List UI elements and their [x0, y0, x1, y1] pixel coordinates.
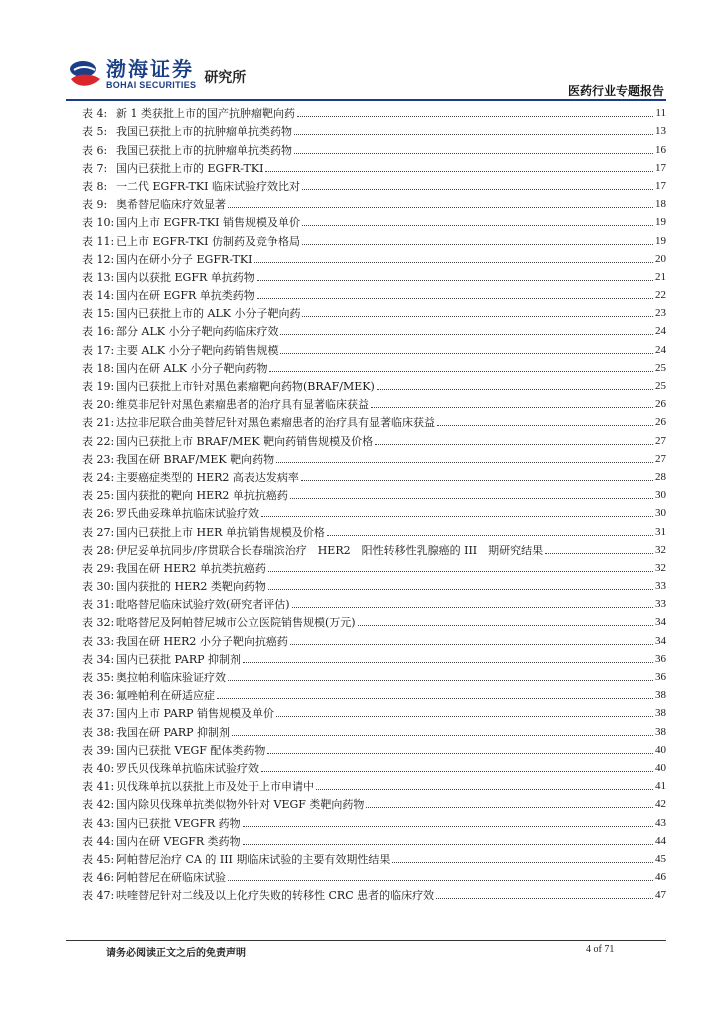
toc-entry-label	[82, 526, 325, 539]
toc-dot-leader	[267, 753, 653, 754]
toc-entry-title: 奥拉帕利临床验证疗效	[116, 671, 226, 684]
toc-entry-label	[82, 653, 241, 666]
toc-entry-title: 一二代 EGFR-TKI 临床试验疗效比对	[116, 179, 300, 193]
toc-entry-title: 国内已获批上市针对黑色素瘤靶向药物(BRAF/MEK)	[116, 380, 375, 393]
toc-entry-number: 表 19:	[82, 380, 115, 393]
toc-dot-leader	[316, 789, 653, 790]
toc-entry[interactable]	[82, 102, 666, 120]
toc-dot-leader	[243, 826, 653, 827]
toc-entry-page: 19	[655, 216, 666, 229]
toc-entry-label	[82, 271, 255, 284]
toc-entry-title: 伊尼妥单抗同步/序贯联合长春瑞滨治疗 HER2 阳性转移性乳腺癌的 III 期研究结果	[116, 543, 544, 557]
toc-entry-label	[82, 689, 215, 702]
toc-entry-label	[82, 235, 300, 248]
toc-dot-leader	[228, 207, 653, 208]
toc-entry-number: 表 47:	[82, 889, 115, 903]
toc-entry[interactable]	[82, 666, 666, 684]
toc-entry[interactable]	[82, 375, 666, 393]
footer-divider	[66, 940, 666, 941]
toc-entry-label	[82, 507, 259, 520]
toc-entry-number: 表 31:	[82, 598, 115, 612]
toc-entry[interactable]	[82, 866, 666, 884]
toc-entry[interactable]	[82, 830, 666, 848]
toc-entry-label	[82, 671, 226, 684]
toc-entry[interactable]	[82, 266, 666, 284]
toc-dot-leader	[545, 553, 653, 554]
toc-dot-leader	[292, 607, 653, 608]
toc-entry-number: 表 16:	[82, 325, 115, 339]
toc-entry-label	[82, 762, 259, 775]
toc-dot-leader	[290, 644, 653, 645]
toc-entry[interactable]	[82, 848, 666, 866]
toc-entry-page: 27	[655, 452, 666, 465]
toc-dot-leader	[217, 698, 653, 699]
toc-entry-number: 表 26:	[82, 507, 115, 521]
toc-entry[interactable]	[82, 466, 666, 484]
toc-entry-page: 34	[655, 634, 666, 647]
toc-entry-title: 国内已获批上市的 ALK 小分子靶向药	[116, 307, 301, 321]
toc-entry-page: 33	[655, 598, 666, 611]
toc-entry-number: 表 34:	[82, 652, 115, 666]
toc-dot-leader	[265, 171, 653, 172]
toc-entry-title: 国内在研 ALK 小分子靶向药物	[116, 361, 268, 375]
toc-entry-page: 38	[655, 725, 666, 738]
toc-entry-page: 16	[655, 143, 666, 156]
toc-entry-label	[82, 780, 314, 793]
toc-dot-leader	[228, 680, 653, 681]
toc-entry-label	[82, 198, 226, 211]
toc-entry-number: 表 11:	[82, 234, 115, 248]
toc-entry-label	[82, 835, 241, 848]
toc-entry-page: 20	[655, 252, 666, 265]
institute-label: 研究所	[204, 70, 247, 86]
toc-entry-title: 国内在研 VEGFR 类药物	[116, 834, 241, 848]
toc-entry-label	[82, 307, 300, 320]
toc-entry-label	[82, 580, 266, 593]
toc-entry-page: 26	[655, 398, 666, 411]
toc-entry-label	[82, 489, 288, 502]
toc-entry-label	[82, 362, 267, 375]
toc-entry-number: 表 44:	[82, 834, 115, 848]
toc-dot-leader	[228, 880, 653, 881]
toc-entry-number: 表 28:	[82, 543, 115, 557]
toc-entry-page: 47	[655, 889, 666, 902]
toc-dot-leader	[302, 225, 653, 226]
toc-entry-number: 表 38:	[82, 725, 115, 739]
toc-entry-page: 28	[655, 470, 666, 483]
toc-entry-page: 30	[655, 507, 666, 520]
report-type-title: 医药行业专题报告	[567, 84, 664, 98]
toc-entry-number: 表 10:	[82, 216, 115, 230]
toc-entry-title: 国内已获批上市的 EGFR-TKI	[116, 161, 264, 175]
toc-entry[interactable]	[82, 793, 666, 811]
toc-entry-title: 氟唑帕利在研适应症	[116, 689, 215, 703]
toc-entry-number: 表 39:	[82, 743, 115, 757]
toc-entry-number: 表 9:	[82, 198, 108, 212]
toc-entry-number: 表 43:	[82, 816, 115, 830]
toc-entry-number: 表 14:	[82, 289, 115, 303]
toc-entry-label	[82, 726, 230, 739]
toc-dot-leader	[377, 389, 653, 390]
toc-entry-page: 25	[655, 380, 666, 392]
toc-entry-title: 我国在研 BRAF/MEK 靶向药物	[116, 452, 275, 466]
toc-entry-title: 新 1 类获批上市的国产抗肿瘤靶向药	[116, 107, 295, 121]
toc-entry-page: 26	[655, 416, 666, 429]
toc-entry-label	[82, 598, 290, 611]
toc-entry[interactable]	[82, 702, 666, 720]
toc-entry-title: 国内在研 EGFR 单抗类药物	[116, 289, 255, 303]
toc-entry[interactable]	[82, 557, 666, 575]
toc-entry[interactable]	[82, 448, 666, 466]
toc-dot-leader	[269, 371, 653, 372]
toc-entry-label	[82, 107, 295, 120]
toc-entry-label	[82, 562, 266, 575]
toc-entry-page: 18	[655, 198, 666, 211]
toc-entry-title: 国内已获批 PARP 抑制剂	[116, 652, 242, 666]
toc-entry-label	[82, 144, 292, 157]
toc-entry-title: 部分 ALK 小分子靶向药临床疗效	[116, 325, 279, 339]
toc-dot-leader	[294, 153, 653, 154]
toc-entry-label	[82, 871, 226, 884]
toc-entry-number: 表 18:	[82, 361, 115, 375]
toc-entry-number: 表 8:	[82, 179, 108, 193]
toc-entry[interactable]	[82, 211, 666, 229]
toc-entry-title: 阿帕替尼治疗 CA 的 III 期临床试验的主要有效期性结果	[116, 852, 391, 866]
toc-entry-page: 31	[655, 525, 666, 538]
toc-entry[interactable]	[82, 520, 666, 538]
toc-entry[interactable]	[82, 120, 666, 138]
toc-entry-page: 45	[655, 852, 666, 865]
toc-entry-title: 我国已获批上市的抗肿瘤单抗类药物	[116, 143, 292, 157]
toc-entry-page: 24	[655, 325, 666, 338]
toc-entry-number: 表 24:	[82, 470, 115, 484]
toc-entry-page: 25	[655, 361, 666, 374]
toc-entry-page: 44	[655, 834, 666, 847]
toc-entry-title: 我国在研 HER2 小分子靶向抗癌药	[116, 634, 288, 648]
toc-dot-leader	[302, 189, 653, 190]
toc-dot-leader	[268, 589, 653, 590]
toc-entry-title: 我国已获批上市的抗肿瘤单抗类药物	[116, 125, 292, 139]
toc-entry-page: 32	[655, 561, 666, 574]
toc-entry-title: 国内获批的 HER2 类靶向药物	[116, 580, 266, 594]
toc-entry[interactable]	[82, 811, 666, 829]
toc-entry-title: 国内已获批上市 HER 单抗销售规模及价格	[116, 525, 325, 539]
toc-entry-number: 表 29:	[82, 561, 115, 575]
toc-dot-leader	[392, 862, 653, 863]
toc-entry-number: 表 12:	[82, 252, 115, 266]
toc-entry-page: 24	[655, 343, 666, 356]
toc-entry-label	[82, 798, 364, 811]
toc-entry-number: 表 22:	[82, 434, 115, 448]
toc-entry-title: 国内除贝伐珠单抗类似物外针对 VEGF 类靶向药物	[116, 798, 365, 812]
toc-entry-number: 表 32:	[82, 616, 115, 630]
toc-entry-number: 表 21:	[82, 416, 115, 430]
toc-dot-leader	[280, 334, 653, 335]
toc-entry-title: 国内上市 PARP 销售规模及单价	[116, 707, 275, 721]
toc-entry[interactable]	[82, 138, 666, 156]
toc-dot-leader	[276, 716, 653, 717]
toc-entry[interactable]	[82, 484, 666, 502]
toc-entry-number: 表 7:	[82, 161, 108, 175]
toc-entry-label	[82, 216, 300, 229]
toc-entry-page: 22	[655, 289, 666, 302]
toc-dot-leader	[366, 807, 653, 808]
toc-entry-page: 36	[655, 652, 666, 665]
toc-entry[interactable]	[82, 648, 666, 666]
toc-entry[interactable]	[82, 320, 666, 338]
company-logo	[68, 54, 246, 94]
toc-entry-page: 21	[655, 270, 666, 283]
toc-entry-label	[82, 380, 375, 393]
toc-dot-leader	[290, 498, 653, 499]
toc-dot-leader	[268, 571, 653, 572]
toc-entry[interactable]	[82, 502, 666, 520]
toc-entry-label	[82, 435, 373, 448]
toc-entry-number: 表 25:	[82, 489, 115, 503]
toc-entry-label	[82, 180, 300, 193]
toc-entry[interactable]	[82, 248, 666, 266]
toc-entry-number: 表 42:	[82, 798, 115, 812]
toc-entry-title: 奥希替尼临床疗效显著	[116, 198, 226, 212]
toc-entry-number: 表 4:	[82, 107, 108, 121]
toc-entry-number: 表 35:	[82, 671, 115, 684]
toc-dot-leader	[257, 280, 653, 281]
toc-entry[interactable]	[82, 739, 666, 757]
toc-entry[interactable]	[82, 720, 666, 738]
toc-entry-title: 罗氏贝伐珠单抗临床试验疗效	[116, 761, 259, 775]
toc-entry[interactable]	[82, 593, 666, 611]
toc-entry-label	[82, 616, 356, 629]
toc-entry-label	[82, 125, 292, 138]
toc-entry-page: 13	[655, 125, 666, 138]
toc-entry-page: 33	[655, 580, 666, 593]
toc-entry-page: 36	[655, 671, 666, 683]
toc-entry-label	[82, 416, 435, 429]
toc-entry[interactable]	[82, 629, 666, 647]
toc-entry-page: 46	[655, 871, 666, 884]
toc-entry-label	[82, 162, 263, 175]
toc-entry[interactable]	[82, 539, 666, 557]
toc-entry-label	[82, 853, 390, 866]
toc-entry-label	[82, 707, 274, 720]
toc-entry-page: 27	[655, 434, 666, 447]
toc-dot-leader	[327, 535, 653, 536]
toc-entry[interactable]	[82, 757, 666, 775]
toc-entry-page: 34	[655, 616, 666, 629]
toc-entry[interactable]	[82, 193, 666, 211]
toc-entry-title: 维莫非尼针对黑色素瘤患者的治疗具有显著临床获益	[116, 398, 369, 412]
toc-entry[interactable]	[82, 338, 666, 356]
toc-entry-page: 38	[655, 707, 666, 720]
toc-entry-number: 表 5:	[82, 125, 108, 139]
toc-entry-label	[82, 453, 274, 466]
bohai-swoosh-logo-icon	[68, 57, 102, 91]
toc-entry-title: 我国在研 HER2 单抗类抗癌药	[116, 561, 266, 575]
toc-entry[interactable]	[82, 411, 666, 429]
toc-entry[interactable]	[82, 884, 666, 902]
toc-entry-title: 我国在研 PARP 抑制剂	[116, 725, 231, 739]
toc-entry[interactable]	[82, 175, 666, 193]
toc-entry-page: 11	[655, 107, 666, 120]
toc-dot-leader	[301, 480, 653, 481]
toc-entry-title: 贝伐珠单抗以获批上市及处于上市申请中	[116, 780, 314, 794]
toc-entry-number: 表 46:	[82, 871, 115, 885]
toc-entry[interactable]	[82, 302, 666, 320]
toc-entry-number: 表 6:	[82, 143, 108, 157]
toc-entry-label	[82, 544, 543, 557]
toc-entry[interactable]	[82, 229, 666, 247]
toc-dot-leader	[294, 134, 653, 135]
toc-dot-leader	[276, 462, 653, 463]
toc-dot-leader	[297, 116, 653, 117]
toc-entry[interactable]	[82, 684, 666, 702]
toc-dot-leader	[243, 662, 653, 663]
toc-entry-page: 42	[655, 798, 666, 811]
toc-entry-title: 国内已获批 VEGF 配体类药物	[116, 743, 266, 757]
toc-dot-leader	[261, 516, 653, 517]
toc-entry-number: 表 41:	[82, 780, 115, 794]
toc-entry[interactable]	[82, 429, 666, 447]
toc-entry-title: 已上市 EGFR-TKI 仿制药及竞争格局	[116, 234, 300, 248]
toc-entry-title: 阿帕替尼在研临床试验	[116, 871, 226, 885]
toc-dot-leader	[302, 316, 653, 317]
toc-entry-title: 罗氏曲妥珠单抗临床试验疗效	[116, 507, 259, 521]
toc-entry-title: 国内已获批 VEGFR 药物	[116, 816, 241, 830]
toc-dot-leader	[436, 898, 653, 899]
toc-entry-page: 40	[655, 743, 666, 756]
toc-entry-title: 呋喹替尼针对二线及以上化疗失败的转移性 CRC 患者的临床疗效	[116, 889, 435, 903]
toc-dot-leader	[243, 844, 653, 845]
toc-entry-number: 表 13:	[82, 270, 115, 284]
toc-entry-number: 表 45:	[82, 852, 115, 866]
toc-entry-number: 表 40:	[82, 761, 115, 775]
toc-entry-page: 17	[655, 179, 666, 192]
toc-dot-leader	[358, 625, 653, 626]
toc-dot-leader	[371, 407, 653, 408]
toc-entry-label	[82, 398, 369, 411]
toc-entry[interactable]	[82, 775, 666, 793]
toc-dot-leader	[257, 298, 653, 299]
toc-entry-label	[82, 253, 252, 266]
toc-entry-title: 国内获批的靶向 HER2 单抗抗癌药	[116, 489, 288, 503]
header-divider	[66, 99, 666, 101]
toc-entry-label	[82, 744, 265, 757]
table-of-tables	[82, 102, 666, 902]
toc-entry-page: 38	[655, 689, 666, 702]
toc-entry-number: 表 17:	[82, 343, 115, 357]
toc-entry-title: 国内上市 EGFR-TKI 销售规模及单价	[116, 216, 300, 230]
toc-entry-number: 表 23:	[82, 452, 115, 466]
company-name-cn: 渤海证券	[106, 57, 194, 81]
toc-entry-page: 30	[655, 489, 666, 502]
toc-dot-leader	[254, 262, 653, 263]
toc-entry-page: 41	[655, 780, 666, 793]
toc-entry-number: 表 30:	[82, 580, 115, 594]
toc-entry-page: 40	[655, 761, 666, 774]
toc-entry-page: 17	[655, 161, 666, 174]
toc-entry-title: 国内以获批 EGFR 单抗药物	[116, 270, 255, 284]
toc-dot-leader	[232, 735, 653, 736]
toc-entry[interactable]	[82, 393, 666, 411]
toc-entry-number: 表 36:	[82, 689, 115, 703]
toc-entry-number: 表 37:	[82, 707, 115, 721]
toc-entry[interactable]	[82, 357, 666, 375]
toc-entry-number: 表 15:	[82, 307, 115, 321]
toc-entry-title: 国内在研小分子 EGFR-TKI	[116, 252, 253, 266]
toc-entry-page: 32	[655, 543, 666, 556]
toc-entry-label	[82, 889, 434, 902]
toc-entry-title: 达拉非尼联合曲美替尼针对黑色素瘤患者的治疗具有显著临床获益	[116, 416, 435, 430]
disclaimer-note: 请务必阅读正文之后的免责声明	[106, 948, 246, 959]
toc-entry-page: 19	[655, 234, 666, 247]
toc-entry[interactable]	[82, 611, 666, 629]
toc-entry-title: 主要癌症类型的 HER2 高表达发病率	[116, 470, 299, 484]
toc-dot-leader	[261, 771, 653, 772]
toc-entry-title: 国内已获批上市 BRAF/MEK 靶向药销售规模及价格	[116, 434, 374, 448]
toc-entry-page: 23	[655, 307, 666, 320]
toc-entry-label	[82, 635, 288, 648]
toc-entry-title: 主要 ALK 小分子靶向药销售规模	[116, 343, 279, 357]
toc-entry-label	[82, 289, 255, 302]
toc-dot-leader	[302, 244, 653, 245]
page-indicator: 4 of 71	[586, 944, 615, 955]
toc-entry-title: 吡咯替尼及阿帕替尼城市公立医院销售规模(万元)	[116, 616, 356, 630]
toc-entry-label	[82, 325, 278, 338]
toc-entry-title: 吡咯替尼临床试验疗效(研究者评估)	[116, 598, 290, 612]
toc-entry-label	[82, 344, 278, 357]
toc-entry-number: 表 20:	[82, 398, 115, 412]
toc-entry-number: 表 27:	[82, 525, 115, 539]
toc-entry[interactable]	[82, 284, 666, 302]
toc-dot-leader	[280, 353, 653, 354]
toc-entry-number: 表 33:	[82, 634, 115, 648]
toc-entry[interactable]	[82, 157, 666, 175]
toc-entry-label	[82, 471, 299, 484]
company-name-en: BOHAI SECURITIES	[106, 80, 197, 90]
toc-entry-page: 43	[655, 816, 666, 829]
toc-dot-leader	[375, 444, 653, 445]
toc-entry-label	[82, 817, 241, 830]
toc-dot-leader	[437, 425, 653, 426]
toc-entry[interactable]	[82, 575, 666, 593]
